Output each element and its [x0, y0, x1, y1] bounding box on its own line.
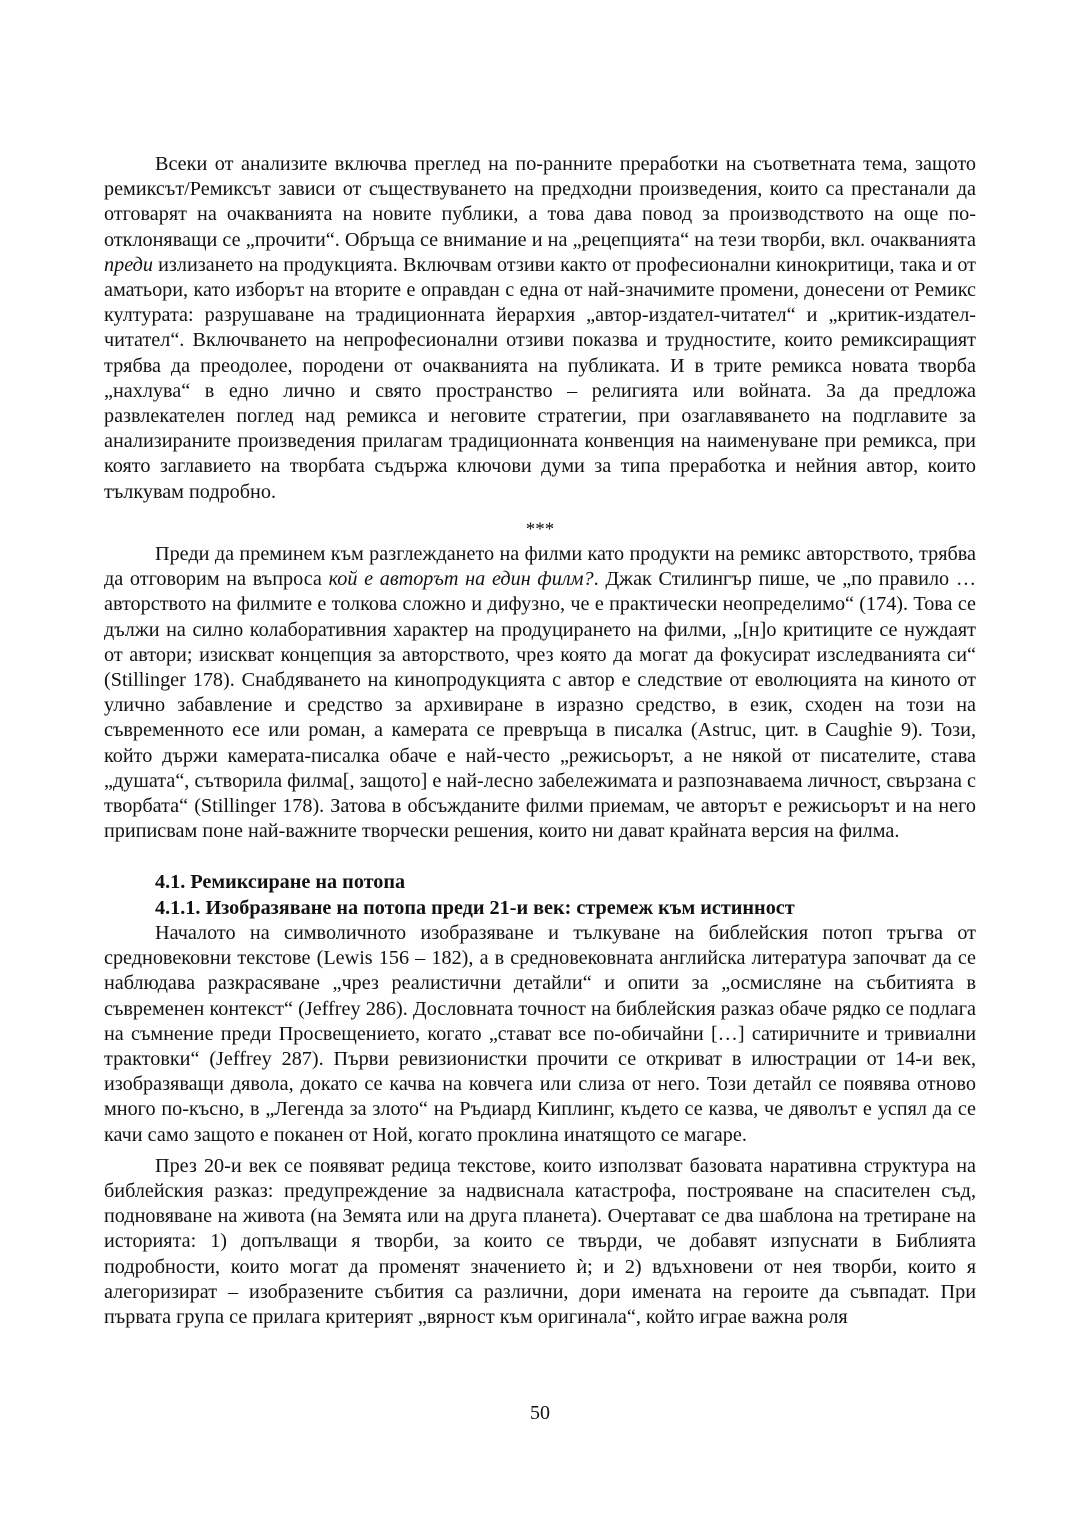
section-separator: *** [525, 518, 555, 540]
paragraph-authorship-text-b: . Джак Стилингър пише, че „по правило … авторството на филмите е толкова сложно и дифузно, че е практически неопределимо“ (174). Това се дължи на силно колаборативния характер на продуцирането на филми, „[н]о критиците се нуждаят от автори; изискват концепция за авторството, чрез която да могат да фокусират изследванията си“ (Stillinger 178). Снабдяването на кинопродукцията с автор е следствие от еволюцията на киното от улично забавление и средство за архивиране в изразно средство, в език, сходен на този на съвременното есе или роман, а камерата се превръща в писалка (Astruc, цит. в Caughie 9). Този, който държи камерата-писалка обаче е най-често „режисьорът, а не някой от писателите, става „душата“, сътворила филма[, защото] е най-лесно забележимата и разпознаваема личност, свързана с творбата“ (Stillinger 178). Затова в обсъжданите филми приемам, че авторът е режисьорът и на него приписвам поне най-важните творчески решения, които ни дават крайната версия на филма. [104, 568, 977, 843]
paragraph-authorship [104, 542, 976, 844]
paragraph-authorship-text-a: Преди да преминем към разглеждането на филми като продукти на ремикс авторството, трябва да отговорим на въпроса [104, 543, 976, 591]
page-body [104, 152, 976, 1330]
paragraph-authorship-emphasis: кой е авторът на един филм? [328, 568, 594, 591]
paragraph-intro [104, 152, 976, 505]
paragraph-intro-emphasis: преди [104, 253, 153, 276]
page-number: 50 [530, 1402, 550, 1424]
section-heading: 4.1. Ремиксиране на потопа [155, 871, 406, 894]
subsection-heading: 4.1.1. Изобразяване на потопа преди 21-и век: стремеж към истинност [155, 896, 795, 919]
paragraph-flood-history: Началото на символичното изобразяване и тълкуване на библейския потоп тръгва от средновековни текстове (Lewis 156 – 182), а в средновековната английска литература започват да се наблюдава разкрасяване „чрез реалистични детайли“ и опити за „осмисляне на събитията в съвременен контекст“ (Jeffrey 286). Дословната точност на библейския разказ обаче рядко се подлага на съмнение преди Просвещението, когато „стават все по-обичайни […] сатиричните и тривиални трактовки“ (Jeffrey 287). Първи ревизионистки прочити се откриват в илюстрации от 14-и век, изобразяващи дявола, докато се качва на ковчега или слиза от него. Този детайл се появява отново много по-късно, в „Легенда за злото“ на Ръдиард Киплинг, където се казва, че дяволът е успял да се качи само защото е поканен от Ной, когато проклина инатящото се магаре. [104, 921, 976, 1146]
paragraph-intro-text-b: излизането на продукцията. Включвам отзиви както от професионални кинокритици, така и от аматьори, като изборът на вторите е оправдан с една от най-значимите промени, донесени от Ремикс културата: разрушаване на традиционната йерархия „автор-издател-читател“ и „критик-издател-читател“. Включването на непрофесионални отзиви показва и трудностите, които ремиксиращият трябва да преодолее, породени от очакванията на публиката. И в трите ремикса новата творба „нахлува“ в едно лично и свято пространство – религията или войната. За да предложа развлекателен поглед над ремикса и неговите стратегии, при озаглавяването на подглавите за анализираните произведения прилагам традиционната конвенция на наименуване при ремикса, при която заглавието на творбата съдържа ключови думи за типа преработка и нейния автор, които тълкувам подробно. [104, 253, 976, 503]
paragraph-twentieth-century: През 20-и век се появяват редица текстове, които използват базовата наративна структура на библейския разказ: предупреждение за надвиснала катастрофа, построяване на спасителен съд, подновяване на живота (на Земята или на друга планета). Очертават се два шаблона на третиране на историята: 1) допълващи я творби, за които се твърди, че добавят изпуснати в Библията подробности, които могат да променят значението ѝ; и 2) вдъхновени от нея творби, които я алегоризират – изобразените събития са различни, дори имената на героите да съвпадат. При първата група се прилага критерият „вярност към оригинала“, който играе важна роля [104, 1154, 976, 1328]
paragraph-intro-text-a: Всеки от анализите включва преглед на по-ранните преработки на съответната тема, защото ремиксът/Ремиксът зависи от съществуването на предходни произведения, които са престанали да отговарят на очакванията на новите публики, а това дава повод за производството на още по-отклоняващи се „прочити“. Обръща се внимание и на „рецепцията“ на тези творби, вкл. очакванията [104, 153, 976, 251]
